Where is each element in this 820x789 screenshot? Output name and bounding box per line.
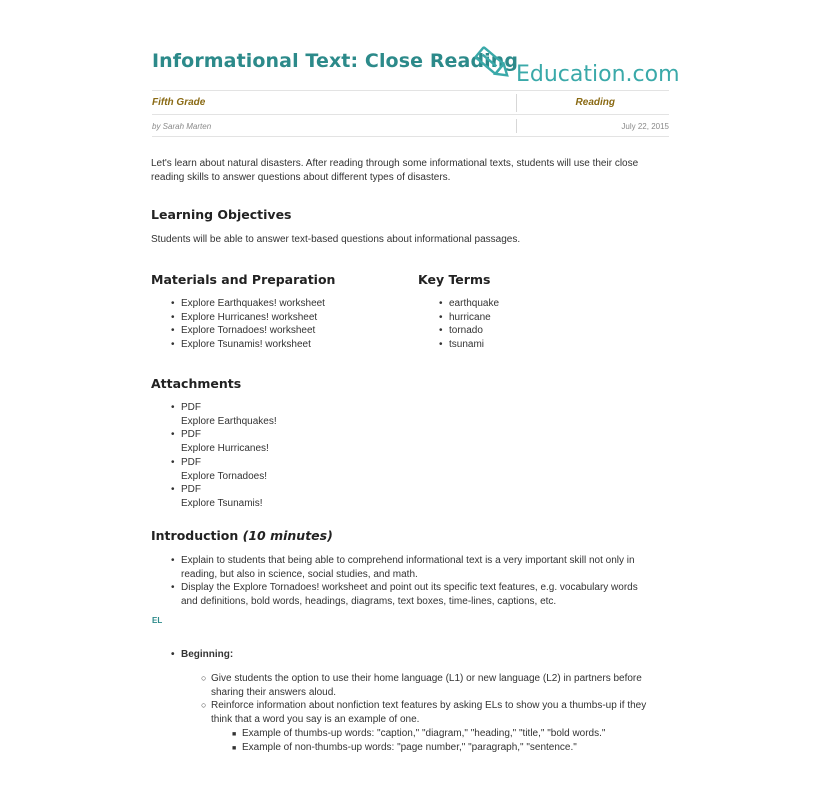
attachment-link[interactable]: Explore Tsunamis! bbox=[181, 497, 263, 509]
attachment-link[interactable]: Explore Hurricanes! bbox=[181, 443, 269, 455]
disc-bullet: • bbox=[439, 325, 443, 337]
list-item: ○ Reinforce information about nonfiction text features by asking ELs to show you a thumbs-up if they think that a word you say is an example of one. bbox=[201, 700, 647, 726]
list-item: • earthquake bbox=[439, 298, 500, 309]
disc-bullet: • bbox=[439, 298, 443, 309]
disc-bullet: • bbox=[171, 555, 175, 566]
circle-bullet: ○ bbox=[201, 700, 207, 711]
pencil-icon bbox=[466, 40, 516, 90]
list-item: • Explore Tsunamis! worksheet bbox=[171, 339, 311, 351]
disc-bullet: • bbox=[171, 582, 175, 594]
divider bbox=[516, 94, 517, 112]
introduction-list bbox=[171, 554, 671, 609]
grade-label: Fifth Grade bbox=[152, 97, 206, 108]
intro-line: Let's learn about natural disasters. After reading through some informational texts, students will use their close bbox=[151, 158, 639, 169]
key-terms-heading: Key Terms bbox=[418, 272, 491, 287]
introduction-duration: (10 minutes) bbox=[242, 528, 333, 543]
introduction-heading: Introduction (10 minutes) bbox=[151, 528, 333, 543]
date-label: July 22, 2015 bbox=[621, 122, 669, 131]
logo-text: Education.com bbox=[516, 62, 680, 87]
divider bbox=[152, 90, 669, 91]
list-item: • Display the Explore Tornadoes! worksheet and point out its specific text features, e.g. vocabulary words and definitions, bold words, headings, diagrams, text boxes, time-lines, captions, etc. bbox=[171, 582, 638, 608]
attachment-item[interactable]: • PDF Explore Tsunamis! bbox=[171, 484, 263, 509]
disc-bullet: • bbox=[171, 311, 175, 323]
learning-objectives-text: Students will be able to answer text-based questions about informational passages. bbox=[151, 234, 521, 245]
attachment-link[interactable]: Explore Earthquakes! bbox=[181, 415, 277, 427]
page-title: Informational Text: Close Reading bbox=[152, 50, 519, 72]
square-bullet: ■ bbox=[232, 744, 237, 752]
divider bbox=[516, 119, 517, 133]
materials-heading: Materials and Preparation bbox=[151, 272, 336, 287]
el-sub-list bbox=[201, 672, 671, 727]
divider bbox=[152, 114, 669, 115]
list-item: ■ Example of thumbs-up words: "caption," "diagram," "heading," "title," "bold words." bbox=[242, 727, 672, 741]
materials-list bbox=[171, 297, 325, 352]
divider bbox=[152, 136, 669, 137]
subject-label: Reading bbox=[575, 97, 615, 108]
square-bullet: ■ bbox=[232, 731, 237, 738]
disc-bullet: • bbox=[171, 298, 175, 309]
attachment-item[interactable]: • PDF Explore Tornadoes! bbox=[171, 456, 267, 482]
list-item: • Explore Hurricanes! worksheet bbox=[171, 311, 318, 323]
list-item: • tornado bbox=[439, 325, 483, 337]
intro-line: reading skills to answer questions about different types of disasters. bbox=[151, 172, 451, 183]
author-label: by Sarah Marten bbox=[152, 122, 212, 131]
list-item: ○ Give students the option to use their home language (L1) or new language (L2) in partners before sharing their answers aloud. bbox=[201, 673, 642, 698]
intro-paragraph bbox=[151, 157, 671, 185]
list-item: • tsunami bbox=[439, 339, 485, 351]
disc-bullet: • bbox=[171, 649, 175, 660]
list-item: • Explore Tornadoes! worksheet bbox=[171, 325, 316, 337]
circle-bullet: ○ bbox=[201, 673, 207, 683]
el-label: EL bbox=[152, 616, 163, 625]
disc-bullet: • bbox=[171, 339, 175, 351]
list-item: • Explore Earthquakes! worksheet bbox=[171, 298, 325, 309]
disc-bullet: • bbox=[171, 456, 175, 468]
el-example-list bbox=[232, 727, 672, 754]
education-logo[interactable] bbox=[466, 40, 680, 90]
list-item: • Explain to students that being able to comprehend informational text is a very important skill not only in reading, but also in science, social studies, and math. bbox=[171, 555, 635, 580]
list-item: ■ Example of non-thumbs-up words: "page number," "paragraph," "sentence." bbox=[242, 741, 672, 755]
attachments-heading: Attachments bbox=[151, 376, 242, 391]
el-list bbox=[171, 648, 671, 662]
attachment-item[interactable]: • PDF Explore Earthquakes! bbox=[171, 402, 277, 427]
disc-bullet: • bbox=[171, 429, 175, 441]
disc-bullet: • bbox=[439, 311, 443, 323]
attachment-link[interactable]: Explore Tornadoes! bbox=[181, 470, 267, 482]
list-item: • hurricane bbox=[439, 311, 491, 323]
key-terms-list bbox=[439, 297, 500, 352]
disc-bullet: • bbox=[439, 339, 443, 351]
disc-bullet: • bbox=[171, 484, 175, 496]
attachment-item[interactable]: • PDF Explore Hurricanes! bbox=[171, 429, 269, 455]
attachments-list bbox=[171, 401, 277, 511]
learning-objectives-heading: Learning Objectives bbox=[151, 207, 292, 222]
list-item: • Beginning: bbox=[171, 649, 234, 660]
disc-bullet: • bbox=[171, 402, 175, 413]
disc-bullet: • bbox=[171, 325, 175, 337]
